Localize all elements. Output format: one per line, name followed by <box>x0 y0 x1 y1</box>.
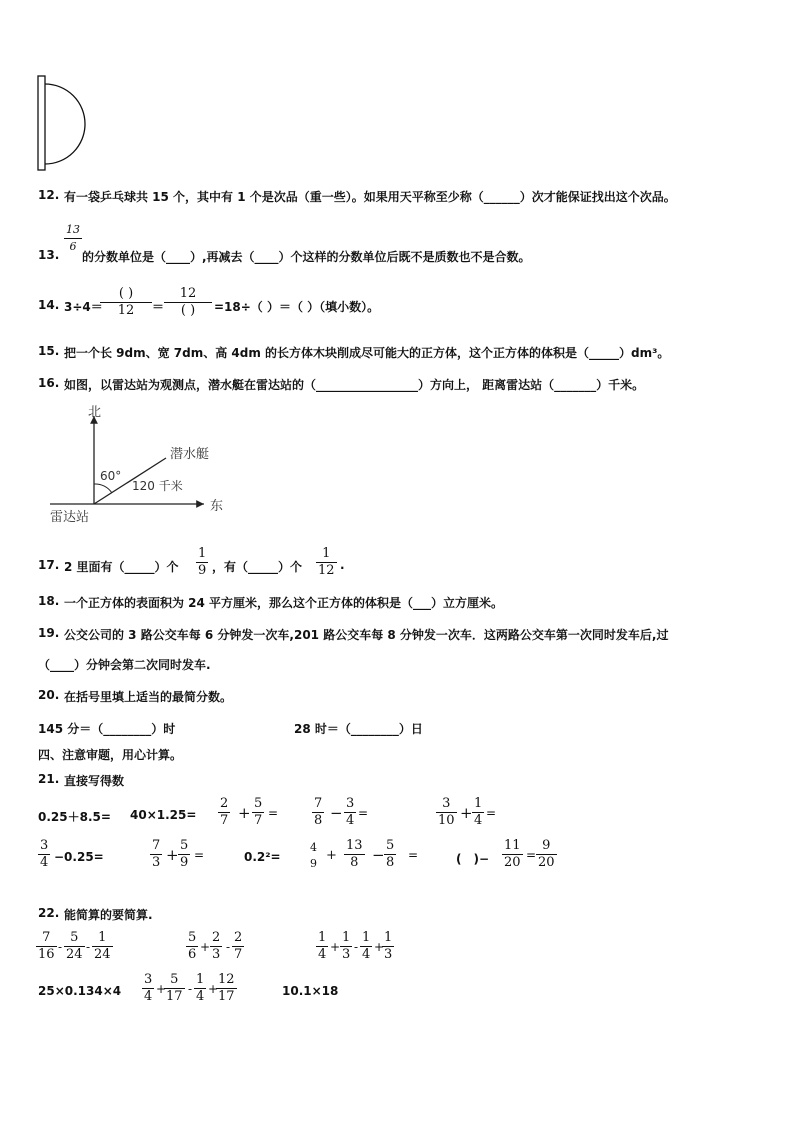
q21-frac-9-20 <box>536 838 557 871</box>
q22-frac-5-24 <box>64 930 85 963</box>
plus-sign: + <box>238 804 251 822</box>
numerator: 2 <box>220 796 229 811</box>
numerator: 3 <box>436 796 457 813</box>
q19-number: 19. <box>38 626 60 640</box>
q22-frac-1-4b <box>360 930 372 963</box>
denominator: 17 <box>218 989 235 1004</box>
q14-f1-numerator: ( ) <box>100 286 152 303</box>
denominator: 4 <box>144 989 153 1004</box>
numerator: 5 <box>164 972 185 989</box>
numerator: 9 <box>536 838 557 855</box>
numerator: 11 <box>504 838 521 853</box>
denominator: 16 <box>38 947 55 962</box>
submarine-label: 潜水艇 <box>170 447 210 462</box>
q17-f2-numerator: 1 <box>316 546 337 563</box>
denominator: 4 <box>196 989 205 1004</box>
q21-frac-11-20 <box>502 838 523 871</box>
q22-frac-5-6 <box>186 930 198 963</box>
q13-fraction <box>64 222 82 255</box>
numerator: 5 <box>64 930 85 947</box>
denominator: 4 <box>318 947 327 962</box>
q22-number: 22. <box>38 906 60 920</box>
q21-frac-7-8 <box>312 796 324 829</box>
denominator: 10 <box>438 813 455 828</box>
numerator: 1 <box>474 796 483 811</box>
q17-f2-denominator: 12 <box>318 563 335 578</box>
denominator: 7 <box>220 813 229 828</box>
denominator: 6 <box>188 947 197 962</box>
numerator: 1 <box>384 930 393 945</box>
q17-fraction-1 <box>196 546 208 579</box>
numerator: 13 <box>346 838 363 853</box>
q12-text: 有一袋乒乓球共 15 个，其中有 1 个是次品（重一些）。如果用天平称至少称（______）次才能保证找出这个次品。 <box>64 190 676 204</box>
distance-label: 120 千米 <box>132 479 183 493</box>
station-label: 雷达站 <box>50 510 90 525</box>
q22-title: 能简算的要简算. <box>64 908 153 922</box>
denominator: 7 <box>234 947 243 962</box>
equals-sign: = <box>358 806 369 820</box>
denominator: 24 <box>66 947 83 962</box>
q21-frac-7-3 <box>150 838 162 871</box>
q14-part-a: 3÷4＝ <box>64 300 103 314</box>
q13-text: 的分数单位是（____）,再减去（____）个这样的分数单位后既不是质数也不是合数。 <box>82 250 531 264</box>
equals-sign: = <box>408 848 419 862</box>
plus-sign: + <box>330 940 341 954</box>
minus-sign: − <box>330 804 343 822</box>
q19-line1: 公交公司的 3 路公交车每 6 分钟发一次车,201 路公交车每 8 分钟发一次车．这两路公交车第一次同时发车后,过 <box>64 628 669 642</box>
plus-sign: + <box>374 940 385 954</box>
q21-frac-4-9 <box>308 840 319 872</box>
denominator: 4 <box>362 947 371 962</box>
denominator: 9 <box>180 855 189 870</box>
q21-frac-3-10 <box>436 796 457 829</box>
numerator: 1 <box>196 972 205 987</box>
denominator: 8 <box>350 855 359 870</box>
q21-frac-2-7 <box>218 796 230 829</box>
q21-title: 直接写得数 <box>64 774 125 788</box>
q20-text: 在括号里填上适当的最简分数。 <box>64 690 233 704</box>
q21-expr-3: 0.2²= <box>244 850 281 864</box>
q21-expr-2: 40×1.25= <box>130 808 197 822</box>
q18-text: 一个正方体的表面积为 24 平方厘米，那么这个正方体的体积是（___）立方厘米。 <box>64 596 504 610</box>
q16-number: 16. <box>38 376 60 390</box>
numerator: 7 <box>314 796 323 811</box>
north-label: 北 <box>88 405 102 420</box>
east-label: 东 <box>210 499 224 514</box>
numerator: 2 <box>234 930 243 945</box>
q22-frac-2-3 <box>210 930 222 963</box>
equals-sign: = <box>194 848 205 862</box>
numerator: 12 <box>218 972 235 987</box>
q21-frac-1-4 <box>472 796 484 829</box>
equals-sign: = <box>526 848 537 862</box>
denominator: 3 <box>212 947 221 962</box>
q21-frac-5-8 <box>384 838 396 871</box>
q22-frac-1-3a <box>340 930 352 963</box>
q21-frac-5-9 <box>178 838 190 871</box>
denominator: 3 <box>384 947 393 962</box>
minus-sign: - <box>86 940 91 954</box>
q14-number: 14. <box>38 298 60 312</box>
section4-heading: 四、注意审题，用心计算。 <box>38 748 183 762</box>
numerator: 3 <box>144 972 153 987</box>
numerator: 7 <box>152 838 161 853</box>
minus-sign: - <box>188 982 193 996</box>
numerator: 4 <box>310 841 317 854</box>
denominator: 20 <box>504 855 521 870</box>
denominator: 4 <box>346 813 355 828</box>
q22-frac-1-24 <box>92 930 113 963</box>
q21-blank-paren: ( )− <box>456 852 490 866</box>
q20-number: 20. <box>38 688 60 702</box>
q21-frac-3-4b <box>38 838 50 871</box>
q15-text: 把一个长 9dm、宽 7dm、高 4dm 的长方体木块削成尽可能大的正方体，这个正方体的体积是（_____）dm³。 <box>64 346 670 360</box>
q21-frac-13-8 <box>344 838 365 871</box>
semicircle-figure <box>36 74 92 174</box>
q14-f1-denominator: 12 <box>117 303 135 318</box>
minus-sign: - <box>58 940 63 954</box>
q22-expr-2: 10.1×18 <box>282 984 339 998</box>
q22-frac-2-7 <box>232 930 244 963</box>
q14-f2-numerator: 12 <box>164 286 212 303</box>
q14-f2-denominator: ( ) <box>180 303 196 318</box>
q18-number: 18. <box>38 594 60 608</box>
denominator: 4 <box>40 855 49 870</box>
plus-sign: + <box>460 804 473 822</box>
q22-frac-1-3b <box>382 930 394 963</box>
numerator: 5 <box>254 796 263 811</box>
angle-label: 60° <box>100 469 122 483</box>
denominator: 24 <box>94 947 111 962</box>
q22-frac-7-16 <box>36 930 57 963</box>
q14-rest: =18÷（ ）＝（ ）（填小数）。 <box>214 300 380 314</box>
numerator: 1 <box>362 930 371 945</box>
q20-part-a: 145 分＝（________）时 <box>38 722 176 736</box>
numerator: 5 <box>180 838 189 853</box>
q22-frac-1-4a <box>316 930 328 963</box>
plus-sign: + <box>326 848 337 863</box>
numerator: 1 <box>318 930 327 945</box>
minus-sign: − <box>372 846 385 864</box>
q21-frac-3-4 <box>344 796 356 829</box>
numerator: 3 <box>40 838 49 853</box>
q13-frac-numerator: 13 <box>64 222 82 239</box>
q13-number: 13. <box>38 248 60 262</box>
numerator: 2 <box>212 930 221 945</box>
q17-f1-denominator: 9 <box>198 563 207 578</box>
angle-arc <box>94 484 112 493</box>
q13-frac-denominator: 6 <box>69 240 77 253</box>
q19-line2: （____）分钟会第二次同时发车. <box>38 658 211 672</box>
denominator: 20 <box>538 855 555 870</box>
q22-frac-5-17 <box>164 972 185 1005</box>
q14-fraction-1 <box>100 286 152 319</box>
plus-sign: + <box>166 846 179 864</box>
minus-sign: - <box>354 940 359 954</box>
equals-sign: = <box>268 806 279 820</box>
q16-text: 如图，以雷达站为观测点，潜水艇在雷达站的（_________________）方向上， 距离雷达站（_______）千米。 <box>64 378 645 392</box>
q14-equals: ＝ <box>152 300 165 314</box>
numerator: 7 <box>36 930 57 947</box>
denominator: 7 <box>254 813 263 828</box>
q12-number: 12. <box>38 188 60 202</box>
q14-fraction-2 <box>164 286 212 319</box>
q22-frac-12-17 <box>216 972 237 1005</box>
q17-end: . <box>340 558 345 572</box>
q17-fraction-2 <box>316 546 337 579</box>
plus-sign: + <box>200 940 211 954</box>
minus-sign: - <box>226 940 231 954</box>
denominator: 8 <box>386 855 395 870</box>
q15-number: 15. <box>38 344 60 358</box>
q20-part-b: 28 时＝（________）日 <box>294 722 423 736</box>
denominator: 8 <box>314 813 323 828</box>
numerator: 1 <box>342 930 351 945</box>
q17-f1-numerator: 1 <box>198 546 207 561</box>
denominator: 4 <box>474 813 483 828</box>
q22-frac-3-4 <box>142 972 154 1005</box>
numerator: 3 <box>346 796 355 811</box>
equals-sign: = <box>486 806 497 820</box>
plus-sign: + <box>208 982 219 996</box>
q21-expr-1: 0.25＋8.5= <box>38 810 111 824</box>
denominator: 3 <box>342 947 351 962</box>
numerator: 5 <box>188 930 197 945</box>
denominator: 3 <box>152 855 161 870</box>
denominator: 9 <box>310 857 317 870</box>
plus-sign: + <box>156 982 167 996</box>
numerator: 5 <box>386 838 395 853</box>
q21-frac-5-7 <box>252 796 264 829</box>
radar-diagram <box>46 404 236 528</box>
q21-minus-025: −0.25= <box>54 850 104 864</box>
q21-number: 21. <box>38 772 60 786</box>
q17-part-b: ，有（_____）个 <box>212 560 303 574</box>
q17-number: 17. <box>38 558 60 572</box>
q17-part-a: 2 里面有（_____）个 <box>64 560 179 574</box>
numerator: 1 <box>92 930 113 947</box>
q22-expr-1: 25×0.134×4 <box>38 984 122 998</box>
denominator: 17 <box>166 989 183 1004</box>
q22-frac-1-4c <box>194 972 206 1005</box>
